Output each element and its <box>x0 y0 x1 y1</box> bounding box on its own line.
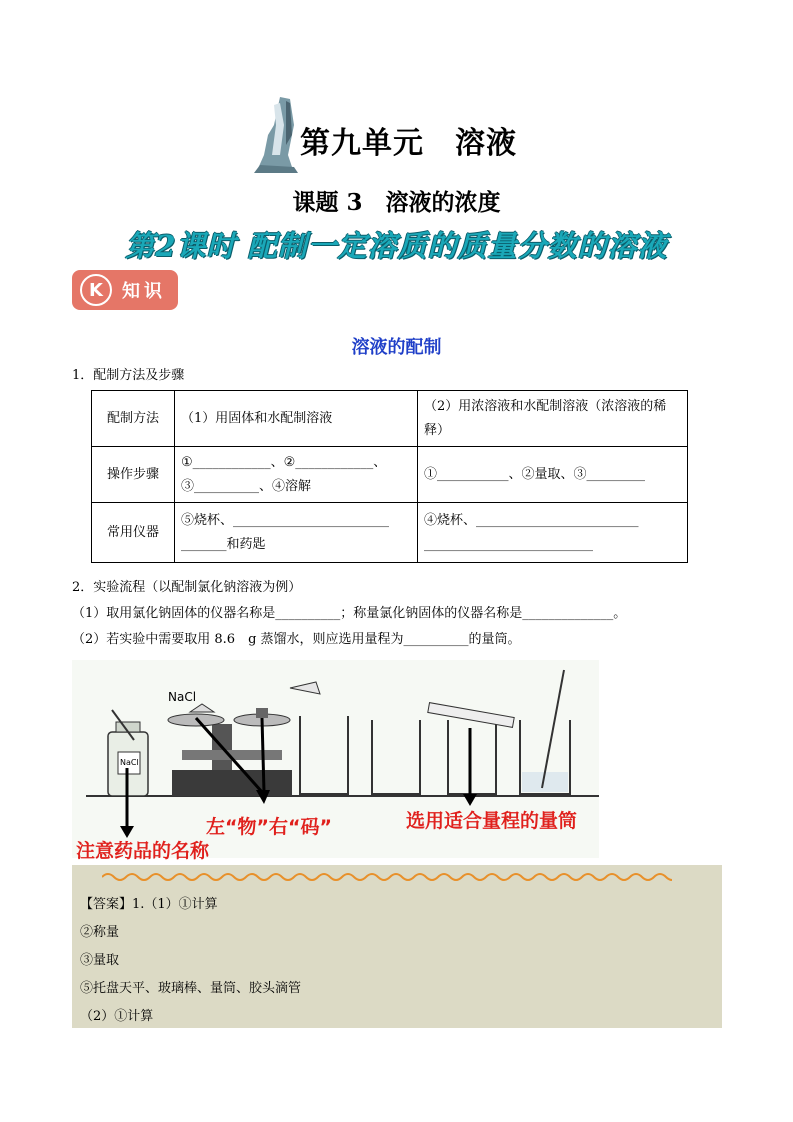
table-cell <box>175 447 418 503</box>
beaker <box>520 670 570 794</box>
cell-line: ①____________、②____________、 <box>181 454 387 470</box>
cell-line: _______和药匙 <box>181 536 266 552</box>
nacl-label: NaCl <box>168 690 197 704</box>
badge-label: 知识 <box>122 281 166 302</box>
table-row <box>92 503 688 563</box>
beaker <box>372 720 420 794</box>
table-cell: 常用仪器 <box>92 503 175 563</box>
method-table <box>91 390 688 563</box>
table-cell: 操作步骤 <box>92 447 175 503</box>
table-row <box>92 447 688 503</box>
item2-question-2: （2）若实验中需要取用 8.6 g 蒸馏水，则应选用量程为__________的量筒。 <box>72 632 521 647</box>
table-cell: （1）用固体和水配制溶液 <box>175 391 418 447</box>
answer-line: （2）①计算 <box>80 1009 154 1024</box>
label-name: 注意药品的名称 <box>76 840 210 862</box>
period-title: 第2课时 配制一定溶质的质量分数的溶液 <box>125 229 668 263</box>
beaker <box>290 682 348 794</box>
k-icon: K <box>80 274 112 306</box>
unit-title: 第九单元 溶液 <box>300 126 517 161</box>
answer-line: ③量取 <box>80 953 120 968</box>
knowledge-badge <box>72 270 178 310</box>
answer-box <box>72 865 722 1028</box>
table-cell <box>175 503 418 563</box>
item1-heading: 1．配制方法及步骤 <box>72 368 185 383</box>
jar-label: NaCl <box>120 758 139 767</box>
arrow <box>262 718 264 792</box>
table-cell <box>418 503 688 563</box>
answer-line: ②称量 <box>80 925 120 940</box>
cell-line: ⑤烧杯、________________________ <box>181 512 390 528</box>
label-left-right: 左“物”右“码” <box>206 816 332 838</box>
table-cell: 配制方法 <box>92 391 175 447</box>
answer-line: 【答案】1.（1）①计算 <box>80 897 218 912</box>
cell-line: ③__________、④溶解 <box>181 478 312 494</box>
experiment-figure <box>72 660 599 862</box>
waterfall-logo <box>250 95 302 175</box>
table-cell: ①___________、②量取、③_________ <box>418 447 688 503</box>
cell-line: __________________________ <box>424 536 593 552</box>
wave-divider <box>102 871 672 883</box>
balance <box>168 704 292 796</box>
table-cell: （2）用浓溶液和水配制溶液（浓溶液的稀释） <box>418 391 688 447</box>
lesson-title: 课题 3 溶液的浓度 <box>292 189 501 216</box>
answer-line: ⑤托盘天平、玻璃棒、量筒、胶头滴管 <box>80 981 302 996</box>
cell-line: ④烧杯、_________________________ <box>424 512 639 528</box>
item2-question-1: （1）取用氯化钠固体的仪器名称是__________；称量氯化钠固体的仪器名称是______________。 <box>72 606 627 621</box>
table-row <box>92 391 688 447</box>
label-cylinder: 选用适合量程的量筒 <box>406 810 578 832</box>
item2-heading: 2．实验流程（以配制氯化钠溶液为例） <box>72 580 302 595</box>
section-title: 溶液的配制 <box>351 337 442 358</box>
